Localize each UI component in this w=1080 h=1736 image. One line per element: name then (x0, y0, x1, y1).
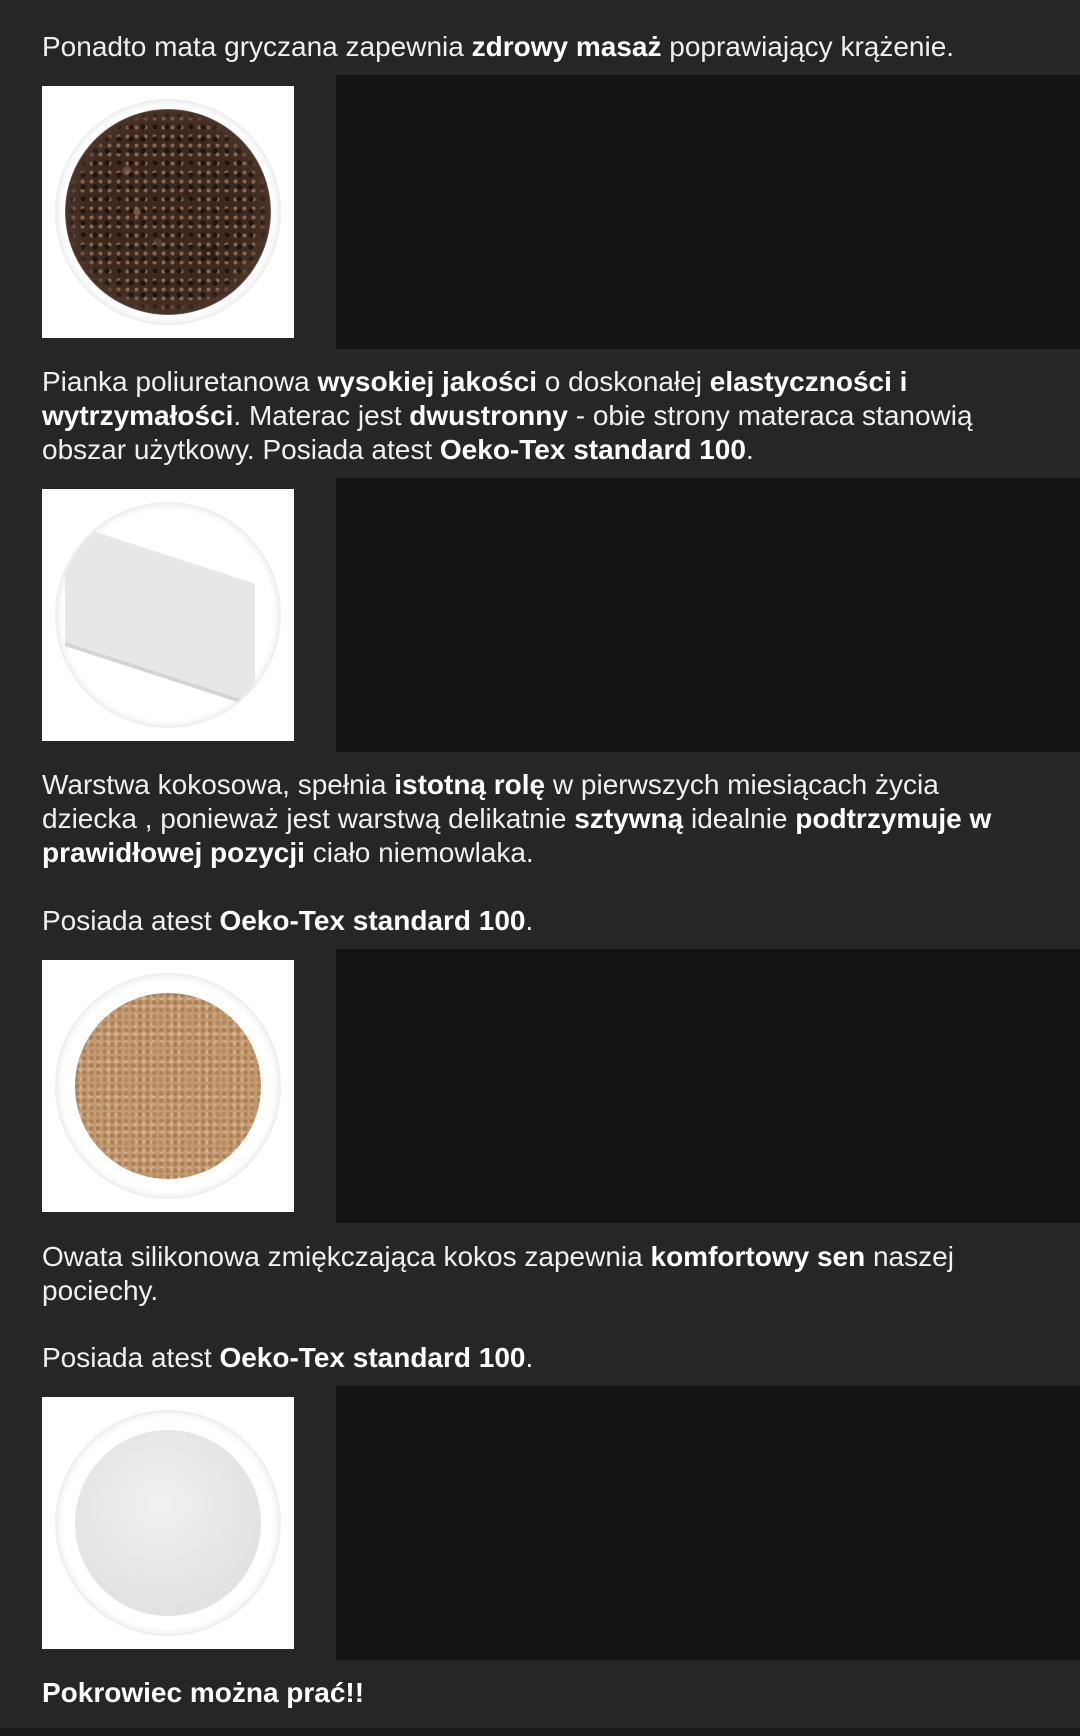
buckwheat-description (42, 30, 1032, 64)
image-panel (336, 1386, 1080, 1660)
emphasis-text: elastyczności i wytrzymałości (42, 366, 908, 431)
foam-image (42, 489, 294, 741)
image-panel (336, 478, 1080, 752)
emphasis-text: Oeko-Tex standard 100 (439, 434, 746, 465)
body-text: naszej pociechy. (42, 1241, 954, 1306)
body-text: idealnie (683, 803, 796, 834)
wadding-description (42, 1240, 1032, 1308)
body-text: . (525, 1342, 534, 1373)
emphasis-text: istotną rolę (394, 769, 546, 800)
image-panel (336, 75, 1080, 349)
body-text: . (745, 434, 754, 465)
emphasis-text: komfortowy sen (650, 1241, 866, 1272)
wadding-certificate (42, 1341, 1032, 1375)
emphasis-text: zdrowy masaż (471, 31, 662, 62)
emphasis-text: sztywną (574, 803, 684, 834)
emphasis-text: Oeko-Tex standard 100 (219, 1342, 526, 1373)
body-text: . Materac jest (233, 400, 410, 431)
emphasis-text: wysokiej jakości (317, 366, 537, 397)
divider (0, 1728, 1080, 1736)
emphasis-text: podtrzymuje w prawidłowej pozycji (42, 803, 992, 868)
body-text: Warstwa kokosowa, spełnia (42, 769, 395, 800)
body-text: - obie strony materaca stanowią obszar użytkowy. Posiada atest (42, 400, 973, 465)
coconut-image (42, 960, 294, 1212)
emphasis-text: Oeko-Tex standard 100 (219, 905, 526, 936)
wadding-image (42, 1397, 294, 1649)
coconut-certificate (42, 904, 1032, 938)
body-text: Owata silikonowa zmiękczająca kokos zapewnia (42, 1241, 651, 1272)
emphasis-text: dwustronny (409, 400, 568, 431)
body-text: Pianka poliuretanowa (42, 366, 318, 397)
washable-cover-note: Pokrowiec można prać!! (42, 1677, 365, 1708)
body-text: w pierwszych miesiącach życia dziecka , ponieważ jest warstwą delikatnie (42, 769, 939, 834)
body-text: poprawiający krążenie. (661, 31, 955, 62)
buckwheat-image (42, 86, 294, 338)
body-text: Posiada atest (42, 1342, 220, 1373)
coconut-description (42, 768, 1032, 870)
image-panel (336, 949, 1080, 1223)
body-text: . (525, 905, 534, 936)
body-text: Posiada atest (42, 905, 220, 936)
body-text: Ponadto mata gryczana zapewnia (42, 31, 472, 62)
body-text: o doskonałej (536, 366, 710, 397)
body-text: ciało niemowlaka. (304, 837, 534, 868)
foam-description (42, 365, 1032, 467)
